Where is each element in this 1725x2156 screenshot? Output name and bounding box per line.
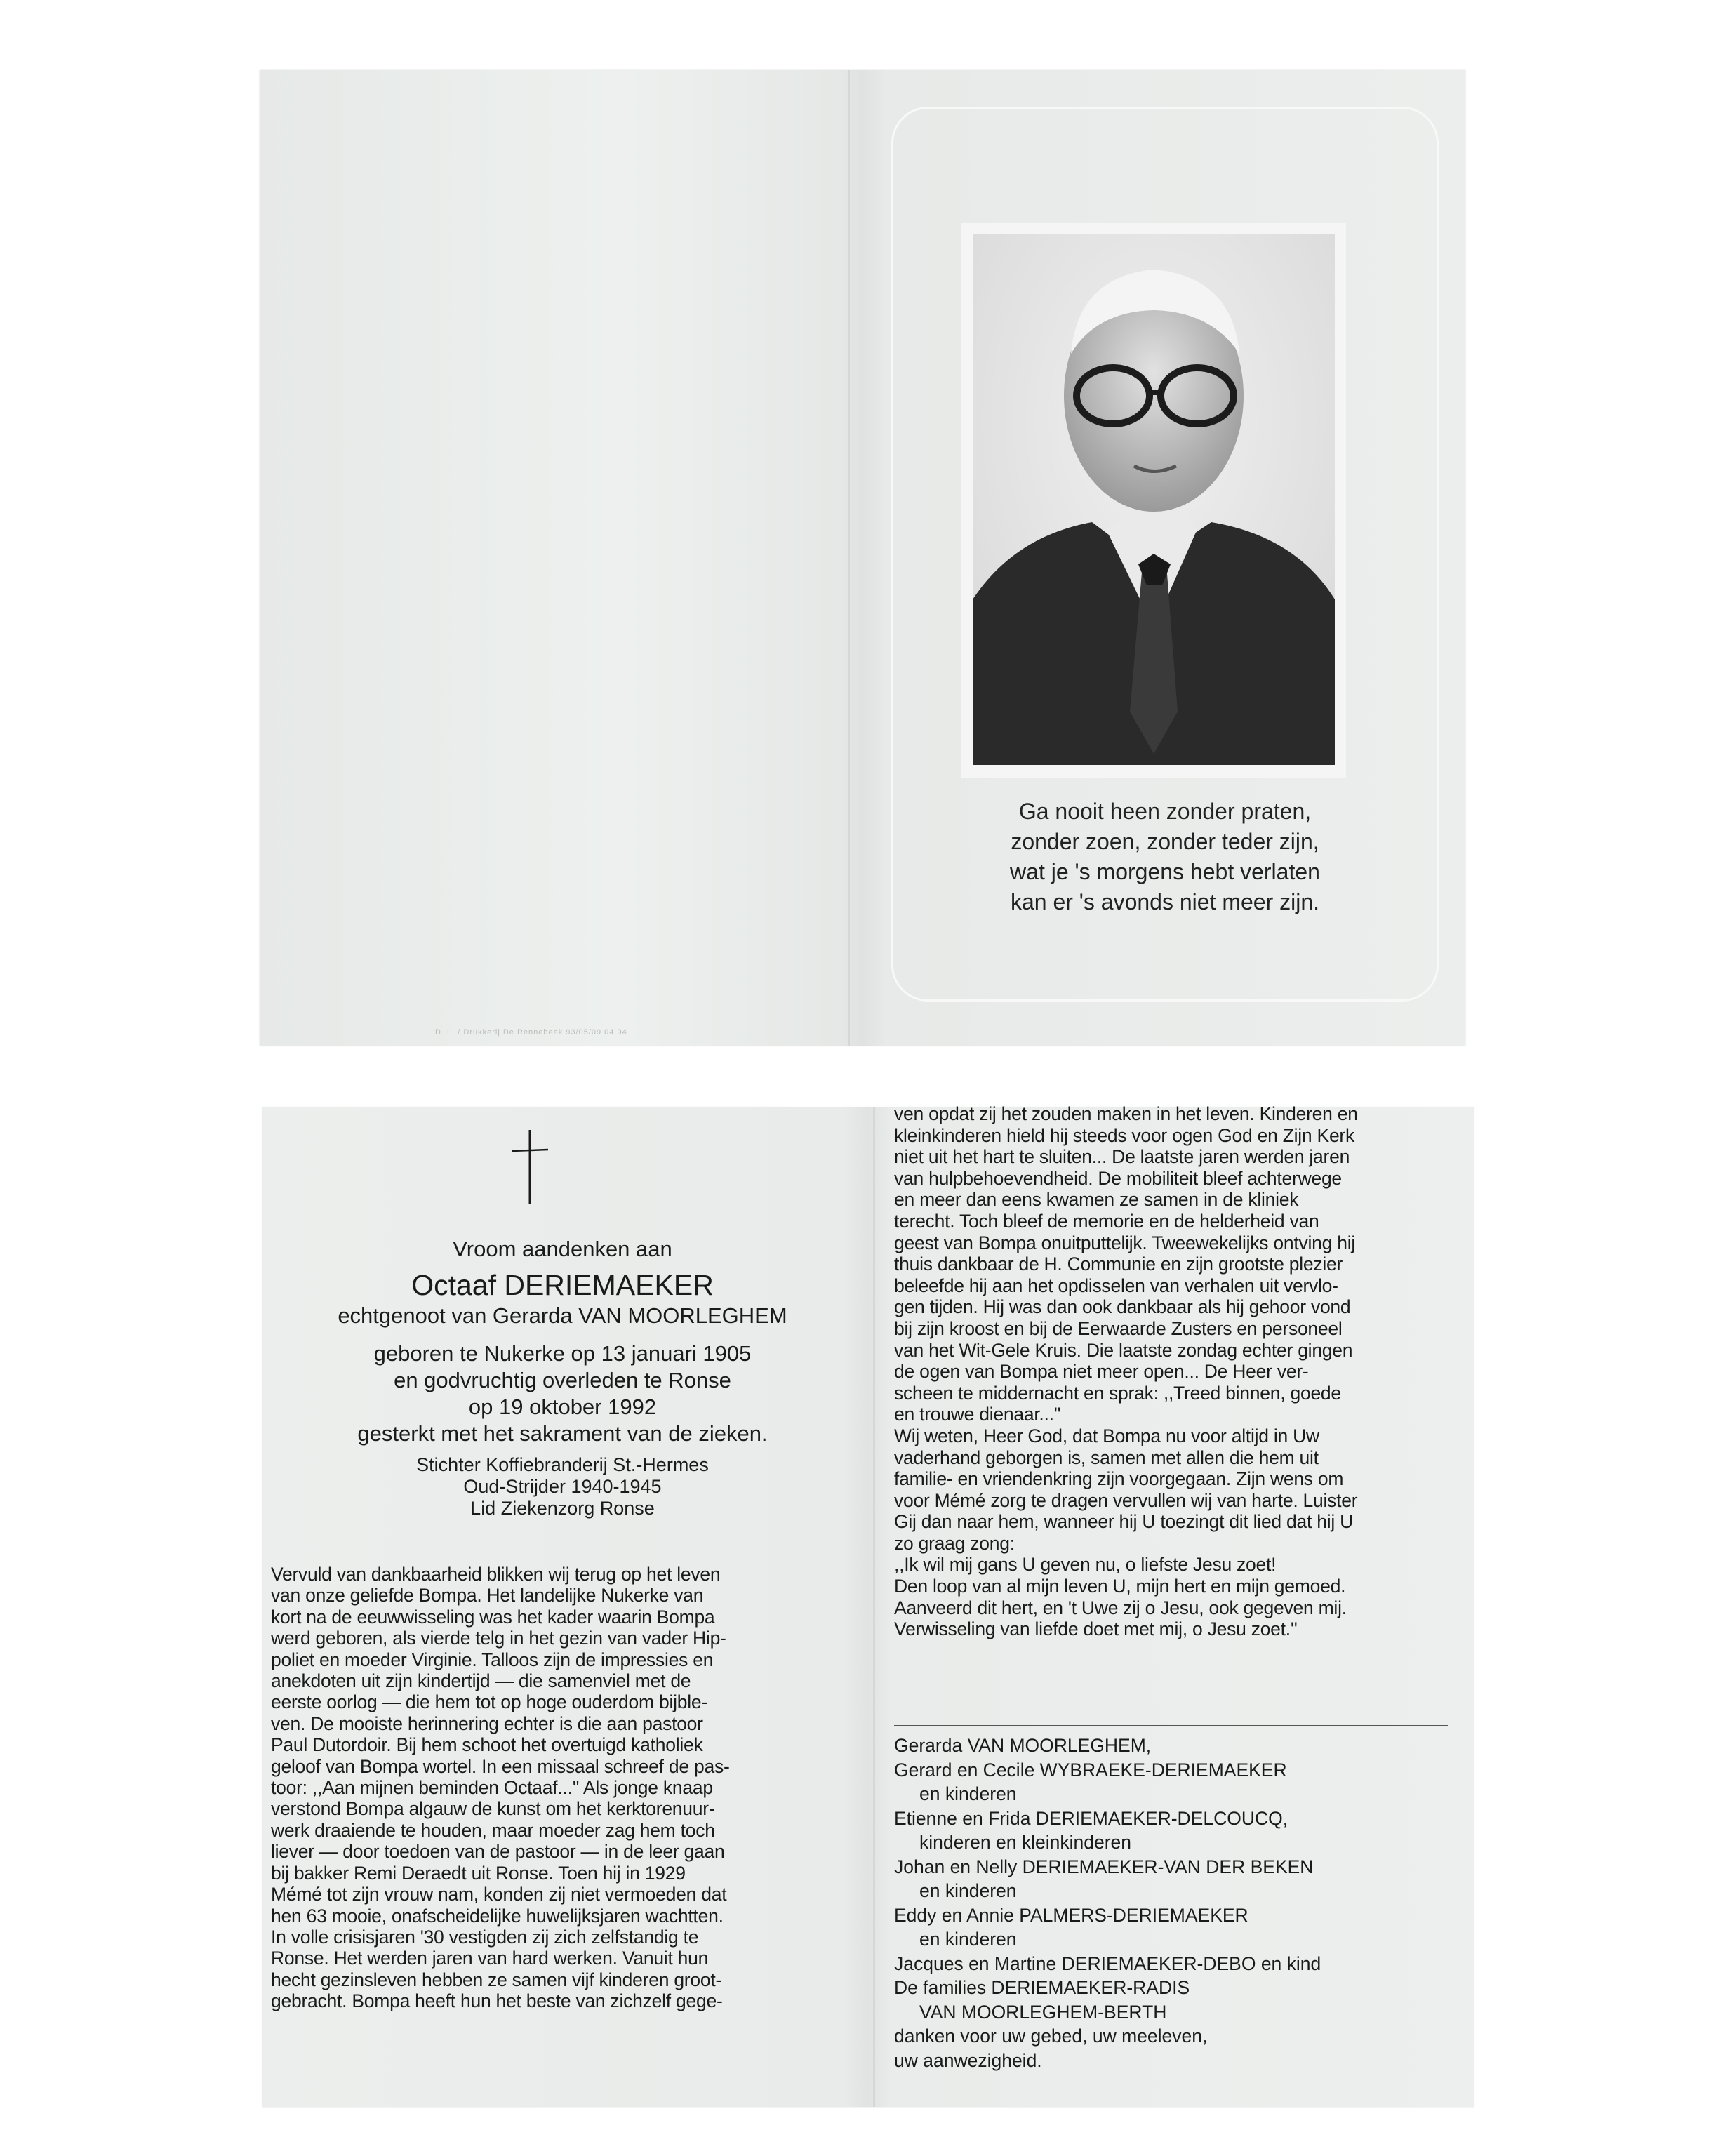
- bio-line: van onze geliefde Bompa. Het landelijke Nukerke van: [271, 1585, 704, 1606]
- bio-line: hecht gezinsleven hebben ze samen vijf kinderen groot-: [271, 1969, 722, 1990]
- divider: [894, 1725, 1448, 1726]
- bio-line: hen 63 mooie, onafscheidelijke huwelijksjaren wachtten.: [271, 1905, 724, 1927]
- poem-line: zonder zoen, zonder teder zijn,: [1011, 829, 1319, 854]
- story-line: Verwisseling van liefde doet met mij, o Jesu zoet.'': [894, 1618, 1298, 1640]
- bio-line: ven. De mooiste herinnering echter is die aan pastoor: [271, 1712, 703, 1734]
- story-line: familie- en vriendenkring zijn voorgegaan. Zijn wens om: [894, 1468, 1344, 1490]
- family-line: Eddy en Annie PALMERS-DERIEMAEKER: [894, 1904, 1248, 1926]
- family-line: en kinderen: [919, 1880, 1017, 1901]
- sacrament-line: gesterkt met het sakrament van de zieken.: [357, 1421, 768, 1446]
- bio-line: kort na de eeuwwisseling was het kader waarin Bompa: [271, 1606, 715, 1628]
- bio-line: anekdoten uit zijn kindertijd — die samenviel met de: [271, 1670, 691, 1692]
- story-line: van het Wit-Gele Kruis. Die laatste zondag echter gingen: [894, 1339, 1353, 1361]
- story-line: thuis dankbaar de H. Communie en zijn grootste plezier: [894, 1253, 1343, 1275]
- bio-line: Vervuld van dankbaarheid blikken wij terug op het leven: [271, 1564, 721, 1585]
- bio-line: toor: ,,Aan mijnen beminden Octaaf...'' Als jonge knaap: [271, 1777, 713, 1799]
- biography: [271, 1564, 848, 2012]
- story-line: vaderhand geborgen is, samen met allen die hem uit: [894, 1446, 1319, 1468]
- story-line: gen tijden. Hij was dan ook dankbaar als hij gehoor vond: [894, 1296, 1351, 1318]
- story-line: en meer dan eens kwamen ze samen in de kliniek: [894, 1189, 1299, 1211]
- family-list: [894, 1734, 1456, 2072]
- bio-line: bij bakker Remi Deraedt uit Ronse. Toen hij in 1929: [271, 1862, 686, 1884]
- family-line: De families DERIEMAEKER-RADIS: [894, 1977, 1190, 1998]
- poem-line: wat je 's morgens hebt verlaten: [1010, 859, 1320, 884]
- poem-line: kan er 's avonds niet meer zijn.: [1010, 889, 1320, 914]
- family-line: Etienne en Frida DERIEMAEKER-DELCOUCQ,: [894, 1807, 1288, 1829]
- bio-line: In volle crisisjaren '30 vestigden zij zich zelfstandig te: [271, 1926, 699, 1948]
- intro-text: Vroom aandenken aan: [453, 1237, 672, 1261]
- right-page: [894, 1103, 1456, 2107]
- card-fold: [848, 70, 850, 1046]
- bio-line: eerste oorlog — die hem tot op hoge ouderdom bijble-: [271, 1691, 707, 1713]
- card-fold: [873, 1107, 875, 2107]
- death-date: op 19 oktober 1992: [468, 1395, 657, 1419]
- story-line: Wij weten, Heer God, dat Bompa nu voor altijd in Uw: [894, 1425, 1319, 1446]
- story-line: kleinkinderen hield hij steeds voor ogen God en Zijn Kerk: [894, 1124, 1355, 1146]
- story-line: bij zijn kroost en bij de Eerwaarde Zusters en personeel: [894, 1317, 1343, 1339]
- story-line: beleefde hij aan het opdisselen van verhalen uit vervlo-: [894, 1275, 1338, 1296]
- title-line: Lid Ziekenzorg Ronse: [470, 1498, 655, 1519]
- title-line: Stichter Koffiebranderij St.-Hermes: [416, 1454, 709, 1475]
- story-line: en trouwe dienaar...'': [894, 1404, 1061, 1425]
- story-line: geest van Bompa onuitputtelijk. Tweewekelijks ontving hij: [894, 1232, 1355, 1253]
- title-line: Oud-Strijder 1940-1945: [463, 1476, 662, 1497]
- bio-line: Paul Dutordoir. Bij hem schoot het overtuigd katholiek: [271, 1734, 703, 1756]
- printer-note: D. L. / Drukkerij De Rennebeek 93/05/09 04 04: [435, 1028, 627, 1037]
- left-page: [262, 1107, 862, 2107]
- family-line: Jacques en Martine DERIEMAEKER-DEBO en kind: [894, 1952, 1321, 1974]
- family-line: VAN MOORLEGHEM-BERTH: [919, 2001, 1167, 2023]
- portrait-image: [973, 234, 1335, 765]
- family-line: uw aanwezigheid.: [894, 2049, 1042, 2071]
- memorial-header: [262, 1235, 862, 1519]
- family-line: Johan en Nelly DERIEMAEKER-VAN DER BEKEN: [894, 1856, 1314, 1877]
- story-line: van hulpbehoevendheid. De mobiliteit bleef achterwege: [894, 1167, 1342, 1189]
- story-line: de ogen van Bompa niet meer open... De Heer ver-: [894, 1361, 1309, 1383]
- cross-icon: [509, 1129, 551, 1206]
- biography-continued: [894, 1103, 1456, 1640]
- bio-line: Ronse. Het werden jaren van hard werken. Vanuit hun: [271, 1948, 709, 1969]
- bio-line: poliet en moeder Virginie. Talloos zijn de impressies en: [271, 1649, 714, 1670]
- memorial-card-inside: [262, 1103, 1474, 2107]
- family-line: danken voor uw gebed, uw meeleven,: [894, 2025, 1208, 2047]
- story-line: Gij dan naar hem, wanneer hij U toezingt dit lied dat hij U: [894, 1511, 1353, 1533]
- family-line: en kinderen: [919, 1783, 1017, 1804]
- story-line: voor Mémé zorg te dragen vervullen wij van harte. Luister: [894, 1489, 1358, 1511]
- story-line: scheen te middernacht en sprak: ,,Treed binnen, goede: [894, 1382, 1341, 1404]
- story-line: Aanveerd dit hert, en 't Uwe zij o Jesu, ook gegeven mij.: [894, 1597, 1347, 1618]
- poem-line: Ga nooit heen zonder praten,: [1018, 799, 1312, 824]
- deceased-name: Octaaf DERIEMAEKER: [411, 1269, 714, 1301]
- family-line: Gerard en Cecile WYBRAEKE-DERIEMAEKER: [894, 1759, 1287, 1781]
- story-line: ,,Ik wil mij gans U geven nu, o liefste Jesu zoet!: [894, 1554, 1277, 1576]
- portrait-photo: [961, 223, 1346, 778]
- story-line: Den loop van al mijn leven U, mijn hert en mijn gemoed.: [894, 1576, 1346, 1597]
- death-line: en godvruchtig overleden te Ronse: [394, 1368, 731, 1392]
- bio-line: gebracht. Bompa heeft hun het beste van zichzelf gege-: [271, 1990, 723, 2012]
- family-line: Gerarda VAN MOORLEGHEM,: [894, 1735, 1152, 1756]
- story-line: niet uit het hart te sluiten... De laatste jaren werden jaren: [894, 1146, 1350, 1168]
- bio-line: geloof van Bompa wortel. In een missaal schreef de pas-: [271, 1755, 730, 1777]
- story-line: ven opdat zij het zouden maken in het leven. Kinderen en: [894, 1103, 1358, 1124]
- birth-line: geboren te Nukerke op 13 januari 1905: [373, 1341, 752, 1366]
- bio-line: liever — door toedoen van de pastoor — in de leer gaan: [271, 1841, 725, 1863]
- family-line: en kinderen: [919, 1929, 1017, 1950]
- story-line: zo graag zong:: [894, 1532, 1015, 1554]
- spouse-line: echtgenoot van Gerarda VAN MOORLEGHEM: [338, 1303, 787, 1328]
- bio-line: werd geboren, als vierde telg in het gezin van vader Hip-: [271, 1628, 726, 1649]
- poem: [856, 797, 1474, 917]
- bio-line: verstond Bompa algauw de kunst om het kerktorenuur-: [271, 1798, 715, 1820]
- story-line: terecht. Toch bleef de memorie en de helderheid van: [894, 1210, 1319, 1232]
- memorial-card-front: [260, 70, 1465, 1046]
- family-line: kinderen en kleinkinderen: [919, 1832, 1132, 1853]
- bio-line: Mémé tot zijn vrouw nam, konden zij niet vermoeden dat: [271, 1884, 727, 1905]
- bio-line: werk draaiende te houden, maar moeder zag hem toch: [271, 1819, 715, 1841]
